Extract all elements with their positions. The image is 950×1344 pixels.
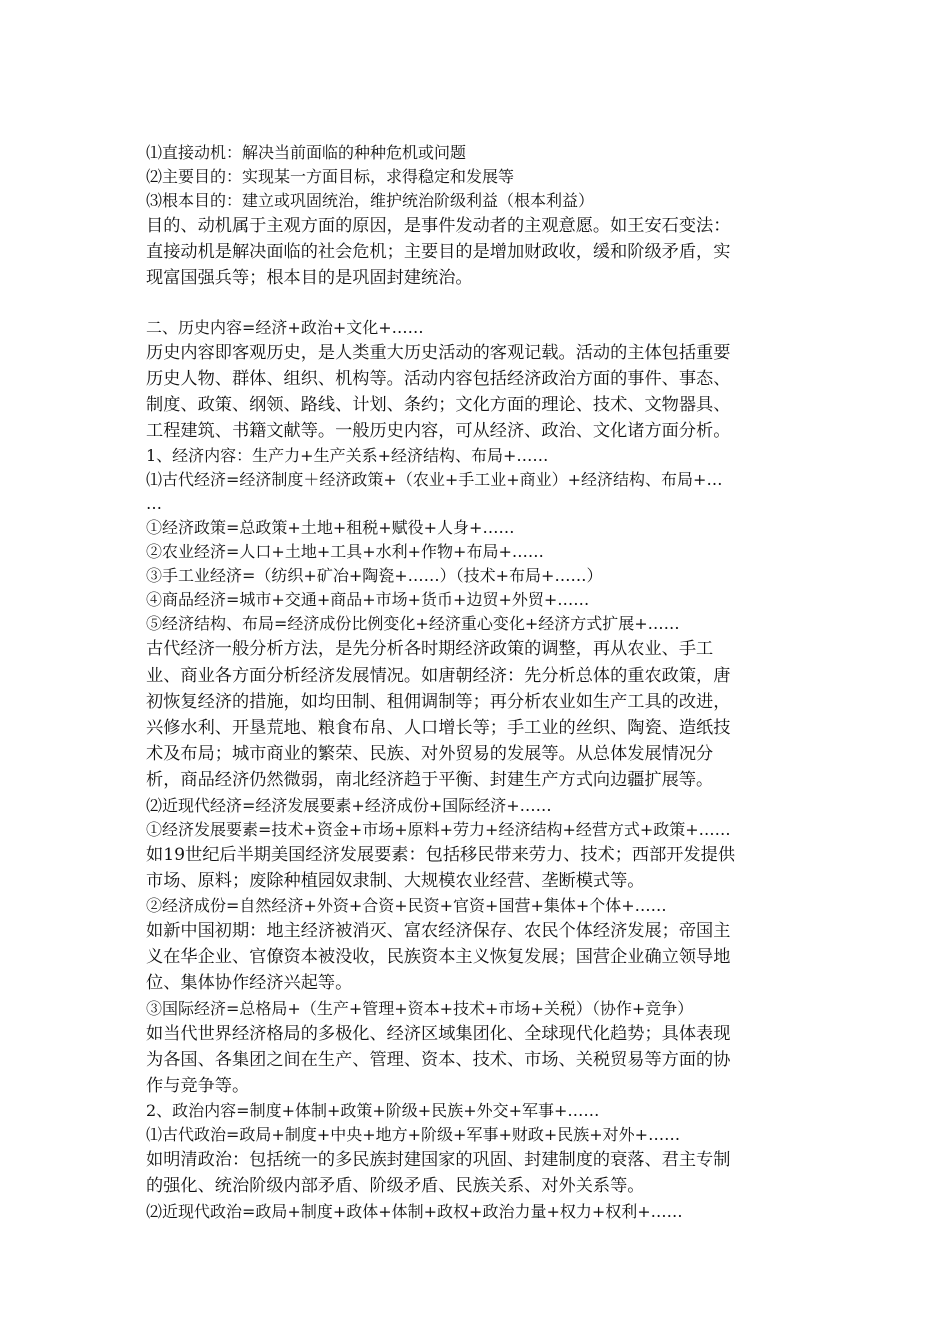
section-heading: 二、历史内容=经济+政治+文化+…… <box>146 317 424 337</box>
paragraph-line: 兴修水利、开垦荒地、粮食布帛、人口增长等；手工业的丝织、陶瓷、造纸技 <box>146 718 731 739</box>
subsection-heading: 1、经济内容：生产力+生产关系+经济结构、布局+…… <box>146 446 549 466</box>
paragraph-line: 的强化、统治阶级内部矛盾、阶级矛盾、民族关系、对外关系等。 <box>146 1176 645 1197</box>
text-line: ⑴直接动机：解决当前面临的种种危机或问题 <box>146 143 467 162</box>
paragraph-line: 如19世纪后半期美国经济发展要素：包括移民带来劳力、技术；西部开发提供 <box>146 844 736 865</box>
paragraph-line: 历史内容即客观历史，是人类重大历史活动的客观记载。活动的主体包括重要 <box>146 342 731 363</box>
text-line: ⑴古代经济=经济制度＋经济政策+（农业+手工业+商业）+经济结构、布局+… <box>146 470 723 490</box>
paragraph-line: 作与竞争等。 <box>146 1076 250 1097</box>
paragraph-line: 市场、原料；废除种植园奴隶制、大规模农业经营、垄断模式等。 <box>146 870 645 891</box>
paragraph-line: 如新中国初期：地主经济被消灭、富农经济保存、农民个体经济发展；帝国主 <box>146 921 731 942</box>
document-page <box>146 141 816 1224</box>
paragraph-line: 为各国、各集团之间在生产、管理、资本、技术、市场、关税贸易等方面的协 <box>146 1049 731 1070</box>
paragraph-line: 如明清政治：包括统一的多民族封建国家的巩固、封建制度的衰落、君主专制 <box>146 1150 731 1171</box>
paragraph-line: 位、集体协作经济兴起等。 <box>146 973 353 994</box>
paragraph-line: 业、商业各方面分析经济发展情况。如唐朝经济：先分析总体的重农政策，唐 <box>146 665 731 686</box>
text-line: ④商品经济=城市+交通+商品+市场+货币+边贸+外贸+…… <box>146 590 590 610</box>
subsection-heading: 2、政治内容=制度+体制+政策+阶级+民族+外交+军事+…… <box>146 1101 600 1121</box>
text-line: ③手工业经济=（纺织+矿冶+陶瓷+……）（技术+布局+……） <box>146 566 603 586</box>
paragraph-line: 历史人物、群体、组织、机构等。活动内容包括经济政治方面的事件、事态、 <box>146 368 731 389</box>
text-line: ⑵主要目的：实现某一方面目标，求得稳定和发展等 <box>146 167 515 186</box>
text-line: ①经济发展要素=技术+资金+市场+原料+劳力+经济结构+经营方式+政策+…… <box>146 819 731 839</box>
paragraph-line: 如当代世界经济格局的多极化、经济区域集团化、全球现代化趋势；具体表现 <box>146 1023 731 1044</box>
paragraph-line: 术及布局；城市商业的繁荣、民族、对外贸易的发展等。从总体发展情况分 <box>146 744 714 765</box>
text-line: ②经济成份=自然经济+外资+合资+民资+官资+国营+集体+个体+…… <box>146 896 667 916</box>
text-line: … <box>146 494 162 514</box>
paragraph-line: 初恢复经济的措施，如均田制、租佣调制等；再分析农业如生产工具的改进， <box>146 691 731 712</box>
paragraph-line: 直接动机是解决面临的社会危机；主要目的是增加财政收，缓和阶级矛盾，实 <box>146 242 731 263</box>
text-line: ⑴古代政治=政局+制度+中央+地方+阶级+军事+财政+民族+对外+…… <box>146 1125 681 1145</box>
paragraph-line: 工程建筑、书籍文献等。一般历史内容，可从经济、政治、文化诸方面分析。 <box>146 421 731 442</box>
text-line: ⑵近现代经济=经济发展要素+经济成份+国际经济+…… <box>146 795 552 815</box>
text-line: ⑤经济结构、布局=经济成份比例变化+经济重心变化+经济方式扩展+…… <box>146 614 680 634</box>
text-line: ⑶根本目的：建立或巩固统治，维护统治阶级利益（根本利益） <box>146 191 595 210</box>
text-line: ②农业经济=人口+土地+工具+水利+作物+布局+…… <box>146 542 544 562</box>
paragraph-line: 析，商品经济仍然微弱，南北经济趋于平衡、封建生产方式向边疆扩展等。 <box>146 770 714 791</box>
paragraph-line: 义在华企业、官僚资本被没收，民族资本主义恢复发展；国营企业确立领导地 <box>146 947 731 968</box>
blank-line <box>146 292 816 316</box>
paragraph-line: 现富国强兵等；根本目的是巩固封建统治。 <box>146 268 473 289</box>
text-line: ⑵近现代政治=政局+制度+政体+体制+政权+政治力量+权力+权利+…… <box>146 1201 683 1221</box>
paragraph-line: 制度、政策、纲领、路线、计划、条约；文化方面的理论、技术、文物器具、 <box>146 395 731 416</box>
paragraph-line: 目的、动机属于主观方面的原因，是事件发动者的主观意愿。如王安石变法： <box>146 216 731 236</box>
paragraph-line: 古代经济一般分析方法，是先分析各时期经济政策的调整，再从农业、手工 <box>146 639 714 660</box>
text-line: ①经济政策=总政策+土地+租税+赋役+人身+…… <box>146 518 515 538</box>
text-line: ③国际经济=总格局+（生产+管理+资本+技术+市场+关税）（协作+竞争） <box>146 998 694 1018</box>
